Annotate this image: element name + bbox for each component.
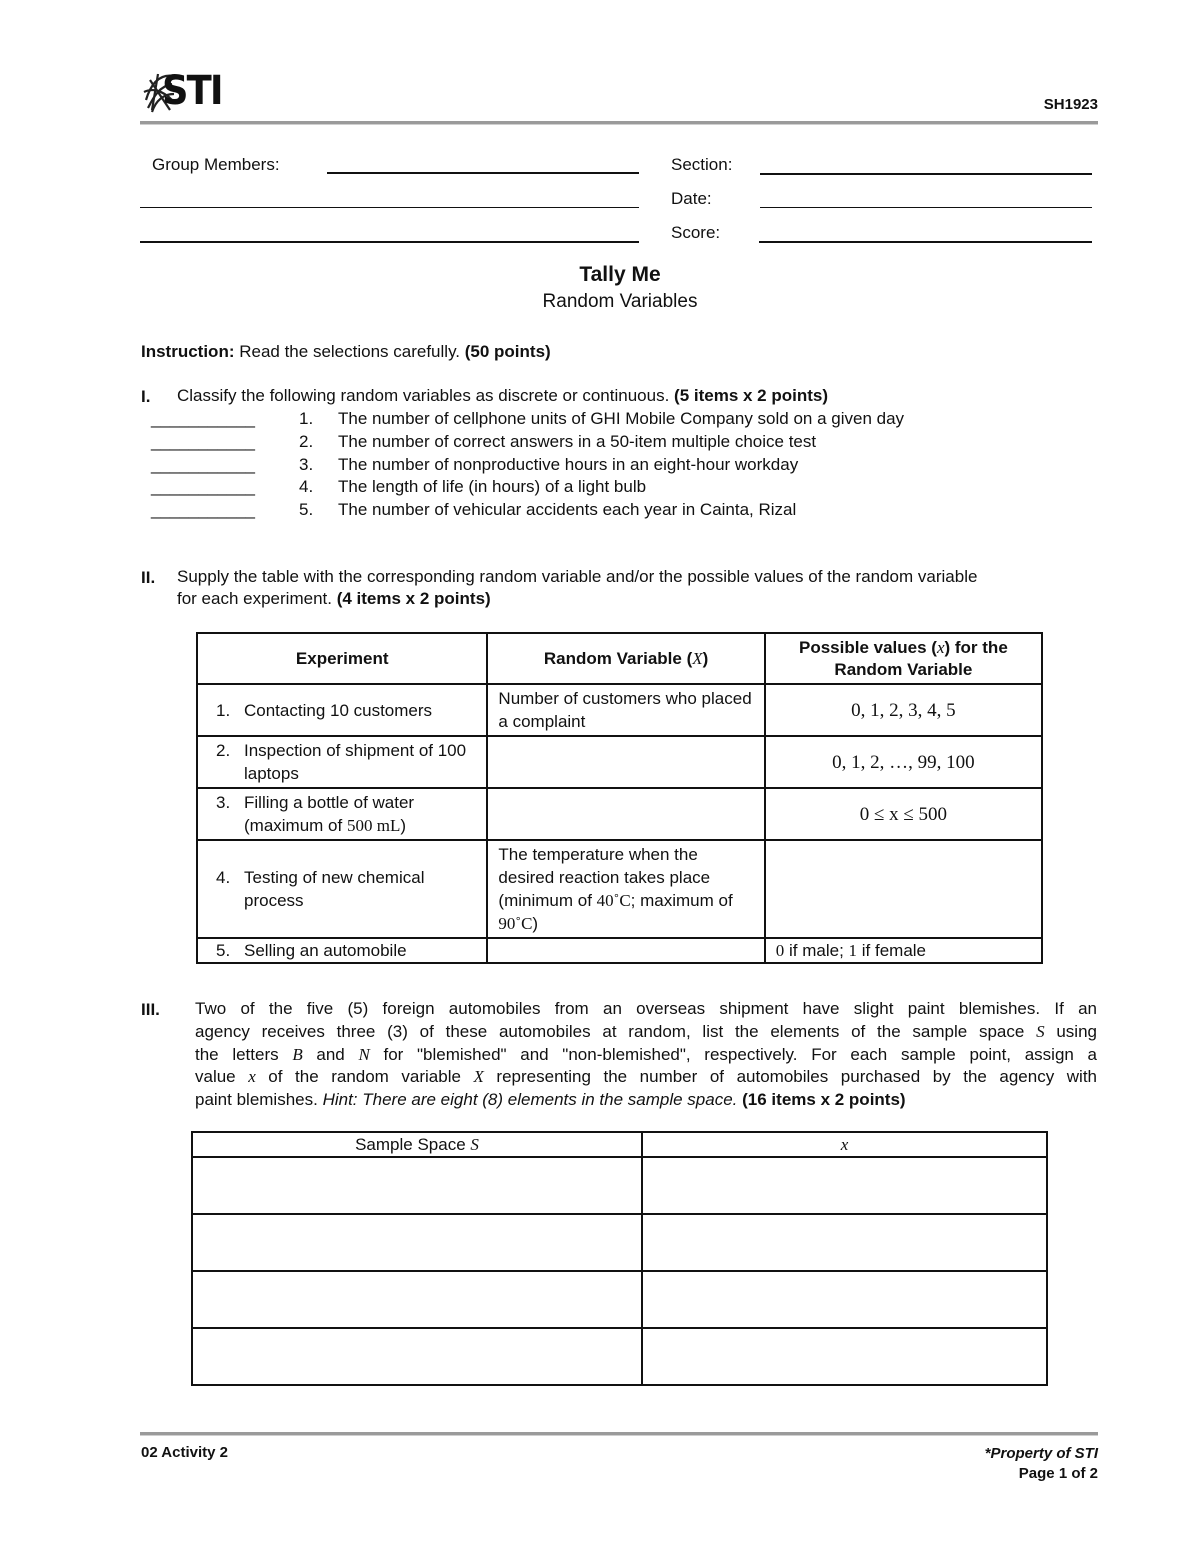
experiment-cell: 5. Selling an automobile bbox=[197, 938, 487, 963]
part2-points: (4 items x 2 points) bbox=[336, 589, 491, 608]
instruction-label: Instruction: bbox=[141, 342, 235, 361]
item-text: The length of life (in hours) of a light bulb bbox=[338, 477, 647, 496]
group-members-field-3[interactable] bbox=[140, 241, 639, 243]
part2-instruction bbox=[177, 566, 1107, 610]
date-field[interactable] bbox=[760, 207, 1092, 208]
table-row bbox=[197, 840, 1042, 938]
sample-input[interactable] bbox=[192, 1157, 642, 1214]
group-members-label: Group Members: bbox=[152, 155, 280, 174]
item-number: 2. bbox=[299, 432, 314, 451]
values-cell: 0 ≤ x ≤ 500 bbox=[765, 788, 1042, 840]
page-subtitle: Random Variables bbox=[542, 291, 698, 312]
experiment-cell: 3. Filling a bottle of water (maximum of 500 mL) bbox=[197, 788, 487, 840]
document-code: SH1923 bbox=[1043, 96, 1098, 113]
experiment-table bbox=[196, 632, 1043, 964]
experiment-cell: 1. Contacting 10 customers bbox=[197, 684, 487, 736]
page-title: Tally Me bbox=[579, 263, 661, 286]
page-number: Page 1 of 2 bbox=[1018, 1465, 1098, 1482]
part3-numeral: III. bbox=[141, 1000, 160, 1019]
group-members-field-2[interactable] bbox=[140, 207, 639, 208]
item-text: The number of nonproductive hours in an eight-hour workday bbox=[338, 455, 799, 474]
x-input[interactable] bbox=[642, 1214, 1047, 1271]
table-row bbox=[192, 1271, 1047, 1328]
random-variable-input[interactable] bbox=[487, 736, 764, 788]
item-number: 3. bbox=[299, 455, 314, 474]
sample-input[interactable] bbox=[192, 1271, 642, 1328]
experiment-cell: 2. Inspection of shipment of 100 laptops bbox=[197, 736, 487, 788]
activity-label: 02 Activity 2 bbox=[141, 1444, 228, 1461]
header-experiment: Experiment bbox=[197, 633, 487, 684]
answer-blank[interactable]: ___________ bbox=[151, 409, 256, 428]
instruction-points: (50 points) bbox=[464, 342, 551, 361]
part1-numeral: I. bbox=[141, 387, 151, 406]
part1-points: (5 items x 2 points) bbox=[674, 386, 829, 405]
item-text: The number of cellphone units of GHI Mobile Company sold on a given day bbox=[338, 409, 905, 428]
sample-space-table bbox=[191, 1131, 1048, 1386]
item-number: 1. bbox=[299, 409, 314, 428]
instruction bbox=[141, 342, 551, 362]
header-divider bbox=[140, 121, 1098, 125]
table-row bbox=[192, 1214, 1047, 1271]
header-possible-values: Possible values (x) for the Random Variable bbox=[765, 633, 1042, 684]
sample-input[interactable] bbox=[192, 1328, 642, 1385]
values-cell: 0, 1, 2, 3, 4, 5 bbox=[765, 684, 1042, 736]
table-row bbox=[197, 938, 1042, 963]
hint-text: Hint: There are eight (8) elements in the sample space. bbox=[322, 1090, 738, 1110]
header-random-variable: Random Variable (X) bbox=[487, 633, 764, 684]
item-number: 4. bbox=[299, 477, 314, 496]
answer-blank[interactable]: ___________ bbox=[151, 432, 256, 451]
sample-input[interactable] bbox=[192, 1214, 642, 1271]
part1-instruction bbox=[177, 385, 828, 407]
part2-text-line1: Supply the table with the corresponding random variable and/or the possible values of the random variable bbox=[177, 567, 978, 586]
values-cell: 0 if male; 1 if female bbox=[765, 938, 1042, 963]
footer-divider bbox=[140, 1432, 1098, 1436]
part2-numeral: II. bbox=[141, 568, 156, 587]
experiment-cell: 4. Testing of new chemical process bbox=[197, 840, 487, 938]
random-variable-input[interactable] bbox=[487, 788, 764, 840]
table-row bbox=[197, 684, 1042, 736]
sti-logo bbox=[142, 70, 232, 116]
table-row bbox=[192, 1157, 1047, 1214]
header-sample-space: Sample Space S bbox=[192, 1132, 642, 1157]
score-label: Score: bbox=[671, 223, 721, 242]
values-cell: 0, 1, 2, …, 99, 100 bbox=[765, 736, 1042, 788]
x-input[interactable] bbox=[642, 1157, 1047, 1214]
answer-blank[interactable]: ___________ bbox=[151, 455, 256, 474]
random-variable-cell: The temperature when the desired reaction takes place (minimum of 40˚C; maximum of 90˚C) bbox=[487, 840, 764, 938]
part3-points: (16 items x 2 points) bbox=[742, 1090, 906, 1110]
header-x: x bbox=[642, 1132, 1047, 1157]
table-row bbox=[192, 1328, 1047, 1385]
item-text: The number of correct answers in a 50-item multiple choice test bbox=[338, 432, 817, 451]
part3-instruction: Two of the five (5) foreign automobiles from an overseas shipment have slight paint blemishes. If an agency receives three (3) of these automobiles at random, list the elements of the sample space S using the letters B and N for "blemished" and "non-blemished", respectively. For each sample point, assign a value x of the random variable X representing the number of automobiles purchased by the agency with paint blemishes. Hint: There are eight (8) elements in the sample space. (16 items x 2 points) bbox=[195, 999, 1098, 1110]
section-field[interactable] bbox=[760, 173, 1092, 175]
table-row bbox=[197, 736, 1042, 788]
answer-blank[interactable]: ___________ bbox=[151, 500, 256, 519]
x-input[interactable] bbox=[642, 1271, 1047, 1328]
footer-right bbox=[985, 1444, 1098, 1484]
score-field[interactable] bbox=[759, 241, 1092, 243]
x-input[interactable] bbox=[642, 1328, 1047, 1385]
random-variable-input[interactable] bbox=[487, 938, 764, 963]
values-input[interactable] bbox=[765, 840, 1042, 938]
table-row bbox=[197, 788, 1042, 840]
group-members-field-1[interactable] bbox=[327, 172, 639, 174]
table-header-row bbox=[192, 1132, 1047, 1157]
answer-blank[interactable]: ___________ bbox=[151, 477, 256, 496]
part1-text: Classify the following random variables as discrete or continuous. bbox=[177, 386, 675, 405]
part2-text-line2: for each experiment. bbox=[177, 589, 337, 608]
item-text: The number of vehicular accidents each year in Cainta, Rizal bbox=[338, 500, 797, 519]
item-number: 5. bbox=[299, 500, 314, 519]
random-variable-cell: Number of customers who placed a complaint bbox=[487, 684, 764, 736]
instruction-text: Read the selections carefully. bbox=[234, 342, 465, 361]
date-label: Date: bbox=[671, 189, 712, 208]
property-notice: *Property of STI bbox=[984, 1445, 1098, 1462]
section-label: Section: bbox=[671, 155, 733, 174]
logo-text: STI bbox=[162, 68, 222, 114]
table-header-row bbox=[197, 633, 1042, 684]
